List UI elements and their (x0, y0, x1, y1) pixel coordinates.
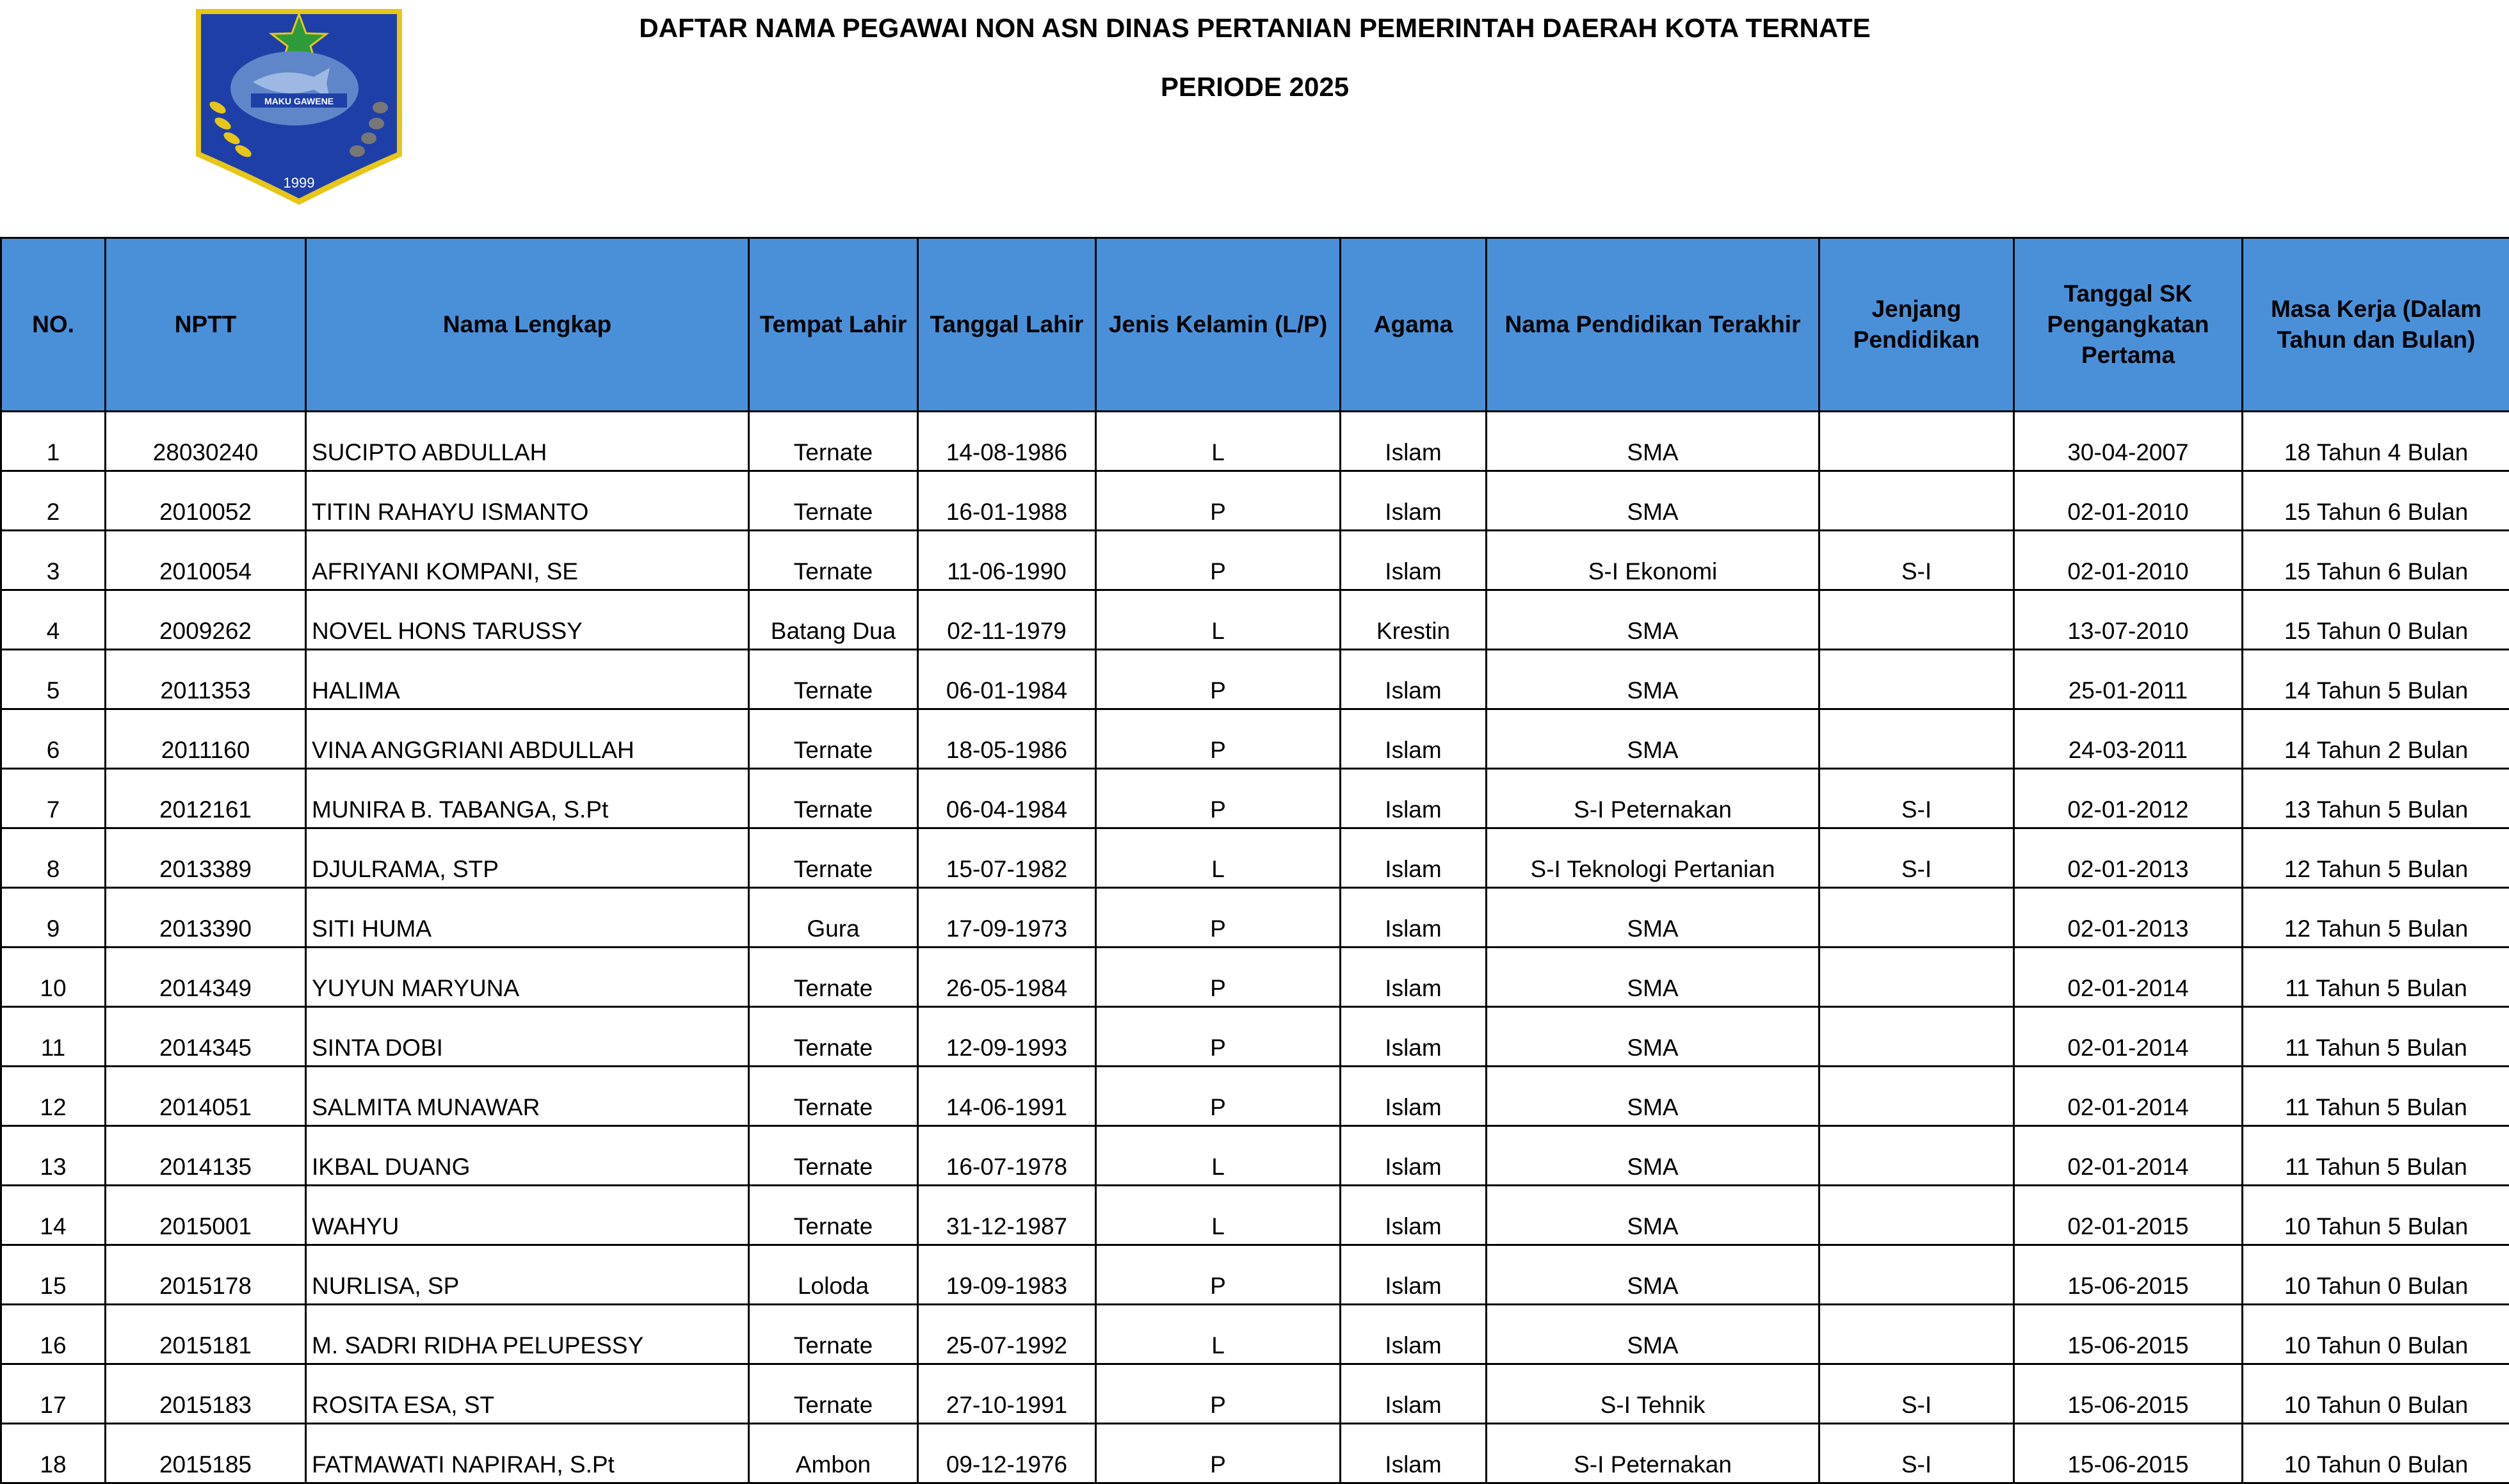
cell-pendidikan: SMA (1487, 471, 1819, 531)
cell-pendidikan: S-I Teknologi Pertanian (1487, 828, 1819, 888)
cell-tanggal-sk: 24-03-2011 (2014, 709, 2243, 769)
cell-masa-kerja: 11 Tahun 5 Bulan (2243, 1007, 2509, 1067)
table-row (1, 1126, 2509, 1186)
cell-tanggal-sk: 02-01-2015 (2014, 1186, 2243, 1245)
cell-agama: Islam (1341, 1305, 1487, 1364)
document-subtitle: PERIODE 2025 (487, 72, 2023, 102)
cell-jenis-kelamin: P (1096, 471, 1341, 531)
cell-no: 7 (1, 769, 106, 828)
cell-jenjang (1819, 888, 2014, 948)
cell-jenis-kelamin: P (1096, 1007, 1341, 1067)
cell-tanggal-lahir: 06-01-1984 (918, 650, 1096, 709)
cell-nama: HALIMA (306, 650, 749, 709)
cell-pendidikan: SMA (1487, 1067, 1819, 1126)
cell-jenis-kelamin: L (1096, 828, 1341, 888)
cell-nptt: 2015001 (106, 1186, 306, 1245)
cell-masa-kerja: 14 Tahun 5 Bulan (2243, 650, 2509, 709)
cell-pendidikan: SMA (1487, 1007, 1819, 1067)
cell-pendidikan: SMA (1487, 412, 1819, 471)
cell-pendidikan: SMA (1487, 590, 1819, 650)
col-header-tempat-lahir: Tempat Lahir (749, 238, 918, 412)
cell-pendidikan: S-I Tehnik (1487, 1364, 1819, 1424)
cell-jenis-kelamin: P (1096, 650, 1341, 709)
cell-tanggal-lahir: 26-05-1984 (918, 948, 1096, 1007)
table-row (1, 769, 2509, 828)
cell-tanggal-sk: 02-01-2014 (2014, 1007, 2243, 1067)
cell-masa-kerja: 15 Tahun 6 Bulan (2243, 531, 2509, 590)
emblem-year: 1999 (284, 175, 315, 191)
cell-no: 17 (1, 1364, 106, 1424)
cell-masa-kerja: 10 Tahun 5 Bulan (2243, 1186, 2509, 1245)
cell-jenis-kelamin: P (1096, 709, 1341, 769)
cell-tempat-lahir: Ternate (749, 650, 918, 709)
cell-nptt: 2011353 (106, 650, 306, 709)
table-row (1, 1364, 2509, 1424)
cell-pendidikan: S-I Peternakan (1487, 769, 1819, 828)
cell-no: 9 (1, 888, 106, 948)
cell-tanggal-lahir: 31-12-1987 (918, 1186, 1096, 1245)
cell-tanggal-lahir: 16-01-1988 (918, 471, 1096, 531)
cell-tanggal-lahir: 19-09-1983 (918, 1245, 1096, 1305)
cell-nama: SITI HUMA (306, 888, 749, 948)
cell-agama: Islam (1341, 948, 1487, 1007)
cell-tempat-lahir: Ternate (749, 948, 918, 1007)
table-row (1, 1245, 2509, 1305)
cell-pendidikan: SMA (1487, 1245, 1819, 1305)
cell-nptt: 2014135 (106, 1126, 306, 1186)
cell-nama: SUCIPTO ABDULLAH (306, 412, 749, 471)
table-row (1, 1305, 2509, 1364)
cell-tanggal-sk: 02-01-2010 (2014, 531, 2243, 590)
col-header-nptt: NPTT (106, 238, 306, 412)
cell-jenjang: S-I (1819, 531, 2014, 590)
cell-jenjang (1819, 948, 2014, 1007)
cell-tempat-lahir: Ambon (749, 1424, 918, 1483)
cell-agama: Islam (1341, 1067, 1487, 1126)
cell-nptt: 2015181 (106, 1305, 306, 1364)
cell-tempat-lahir: Ternate (749, 828, 918, 888)
cell-tempat-lahir: Ternate (749, 1305, 918, 1364)
cell-jenjang (1819, 1126, 2014, 1186)
cell-masa-kerja: 12 Tahun 5 Bulan (2243, 888, 2509, 948)
cell-agama: Islam (1341, 412, 1487, 471)
cell-jenis-kelamin: P (1096, 769, 1341, 828)
cell-agama: Islam (1341, 1007, 1487, 1067)
cell-pendidikan: SMA (1487, 888, 1819, 948)
cell-tempat-lahir: Ternate (749, 1126, 918, 1186)
cell-tempat-lahir: Ternate (749, 1186, 918, 1245)
cell-tanggal-sk: 15-06-2015 (2014, 1364, 2243, 1424)
cell-jenis-kelamin: L (1096, 412, 1341, 471)
cell-tempat-lahir: Ternate (749, 1007, 918, 1067)
cell-agama: Islam (1341, 1364, 1487, 1424)
cell-jenjang: S-I (1819, 1424, 2014, 1483)
cell-jenis-kelamin: L (1096, 1305, 1341, 1364)
cell-jenjang (1819, 1186, 2014, 1245)
cell-nama: SINTA DOBI (306, 1007, 749, 1067)
employee-table (0, 237, 2509, 1484)
cell-tanggal-lahir: 12-09-1993 (918, 1007, 1096, 1067)
cell-tempat-lahir: Ternate (749, 1364, 918, 1424)
table-row (1, 948, 2509, 1007)
cell-jenis-kelamin: P (1096, 888, 1341, 948)
table-row (1, 590, 2509, 650)
cell-tanggal-sk: 25-01-2011 (2014, 650, 2243, 709)
cell-tanggal-lahir: 09-12-1976 (918, 1424, 1096, 1483)
cell-tanggal-sk: 15-06-2015 (2014, 1245, 2243, 1305)
cell-jenis-kelamin: L (1096, 1126, 1341, 1186)
cell-pendidikan: SMA (1487, 1305, 1819, 1364)
cell-jenis-kelamin: P (1096, 948, 1341, 1007)
cell-no: 2 (1, 471, 106, 531)
cell-tanggal-lahir: 11-06-1990 (918, 531, 1096, 590)
cell-masa-kerja: 11 Tahun 5 Bulan (2243, 1067, 2509, 1126)
cell-tanggal-lahir: 06-04-1984 (918, 769, 1096, 828)
table-row (1, 471, 2509, 531)
cell-agama: Islam (1341, 1424, 1487, 1483)
cell-agama: Islam (1341, 1126, 1487, 1186)
cell-tempat-lahir: Ternate (749, 412, 918, 471)
cell-nama: IKBAL DUANG (306, 1126, 749, 1186)
cell-jenis-kelamin: P (1096, 1424, 1341, 1483)
cell-masa-kerja: 15 Tahun 6 Bulan (2243, 471, 2509, 531)
cell-jenis-kelamin: P (1096, 1245, 1341, 1305)
cell-jenjang: S-I (1819, 1364, 2014, 1424)
cell-nama: MUNIRA B. TABANGA, S.Pt (306, 769, 749, 828)
cell-no: 8 (1, 828, 106, 888)
cell-jenis-kelamin: L (1096, 590, 1341, 650)
cell-masa-kerja: 10 Tahun 0 Bulan (2243, 1305, 2509, 1364)
cell-jenjang (1819, 412, 2014, 471)
cell-no: 12 (1, 1067, 106, 1126)
cell-jenjang: S-I (1819, 828, 2014, 888)
cell-tanggal-lahir: 15-07-1982 (918, 828, 1096, 888)
cell-masa-kerja: 15 Tahun 0 Bulan (2243, 590, 2509, 650)
cell-agama: Islam (1341, 471, 1487, 531)
table-row (1, 888, 2509, 948)
cell-nptt: 2013389 (106, 828, 306, 888)
cell-masa-kerja: 18 Tahun 4 Bulan (2243, 412, 2509, 471)
cell-nptt: 2015185 (106, 1424, 306, 1483)
cell-agama: Islam (1341, 709, 1487, 769)
cell-tanggal-sk: 30-04-2007 (2014, 412, 2243, 471)
cell-nptt: 2014051 (106, 1067, 306, 1126)
cell-no: 13 (1, 1126, 106, 1186)
cell-nama: AFRIYANI KOMPANI, SE (306, 531, 749, 590)
cell-nama: SALMITA MUNAWAR (306, 1067, 749, 1126)
table-row (1, 1186, 2509, 1245)
cell-no: 14 (1, 1186, 106, 1245)
cell-pendidikan: SMA (1487, 1186, 1819, 1245)
table-row (1, 1424, 2509, 1483)
cell-tanggal-sk: 02-01-2013 (2014, 888, 2243, 948)
cell-jenis-kelamin: L (1096, 1186, 1341, 1245)
cell-nama: FATMAWATI NAPIRAH, S.Pt (306, 1424, 749, 1483)
cell-tanggal-sk: 02-01-2014 (2014, 1067, 2243, 1126)
cell-nama: NURLISA, SP (306, 1245, 749, 1305)
cell-pendidikan: S-I Ekonomi (1487, 531, 1819, 590)
cell-agama: Islam (1341, 531, 1487, 590)
cell-jenjang (1819, 590, 2014, 650)
table-header-row (1, 238, 2509, 412)
cell-no: 5 (1, 650, 106, 709)
table-row (1, 1007, 2509, 1067)
table-row (1, 531, 2509, 590)
cell-tempat-lahir: Loloda (749, 1245, 918, 1305)
cell-pendidikan: SMA (1487, 650, 1819, 709)
cell-tanggal-sk: 02-01-2014 (2014, 948, 2243, 1007)
col-header-agama: Agama (1341, 238, 1487, 412)
cell-agama: Krestin (1341, 590, 1487, 650)
cell-nama: VINA ANGGRIANI ABDULLAH (306, 709, 749, 769)
cell-tanggal-lahir: 14-06-1991 (918, 1067, 1096, 1126)
cell-tanggal-sk: 02-01-2010 (2014, 471, 2243, 531)
cell-agama: Islam (1341, 1245, 1487, 1305)
col-header-tanggal-lahir: Tanggal Lahir (918, 238, 1096, 412)
cell-nama: ROSITA ESA, ST (306, 1364, 749, 1424)
cell-tanggal-lahir: 25-07-1992 (918, 1305, 1096, 1364)
cell-no: 18 (1, 1424, 106, 1483)
cell-pendidikan: SMA (1487, 1126, 1819, 1186)
cell-agama: Islam (1341, 888, 1487, 948)
cell-nptt: 2009262 (106, 590, 306, 650)
cell-no: 15 (1, 1245, 106, 1305)
cell-nama: DJULRAMA, STP (306, 828, 749, 888)
cell-tanggal-lahir: 18-05-1986 (918, 709, 1096, 769)
col-header-jenis-kelamin: Jenis Kelamin (L/P) (1096, 238, 1341, 412)
cell-nama: TITIN RAHAYU ISMANTO (306, 471, 749, 531)
cell-jenjang (1819, 471, 2014, 531)
cell-masa-kerja: 10 Tahun 0 Bulan (2243, 1424, 2509, 1483)
cell-nama: M. SADRI RIDHA PELUPESSY (306, 1305, 749, 1364)
cell-tanggal-sk: 02-01-2014 (2014, 1126, 2243, 1186)
cell-tanggal-sk: 15-06-2015 (2014, 1305, 2243, 1364)
cell-tempat-lahir: Ternate (749, 471, 918, 531)
cell-masa-kerja: 10 Tahun 0 Bulan (2243, 1364, 2509, 1424)
cell-nama: WAHYU (306, 1186, 749, 1245)
cell-masa-kerja: 12 Tahun 5 Bulan (2243, 828, 2509, 888)
cell-tempat-lahir: Gura (749, 888, 918, 948)
cell-no: 4 (1, 590, 106, 650)
col-header-pendidikan: Nama Pendidikan Terakhir (1487, 238, 1819, 412)
cell-pendidikan: SMA (1487, 709, 1819, 769)
cell-tanggal-sk: 02-01-2012 (2014, 769, 2243, 828)
cell-nama: NOVEL HONS TARUSSY (306, 590, 749, 650)
cell-tanggal-lahir: 17-09-1973 (918, 888, 1096, 948)
cell-tanggal-sk: 13-07-2010 (2014, 590, 2243, 650)
table-row (1, 412, 2509, 471)
cell-masa-kerja: 14 Tahun 2 Bulan (2243, 709, 2509, 769)
cell-masa-kerja: 10 Tahun 0 Bulan (2243, 1245, 2509, 1305)
col-header-masa-kerja: Masa Kerja (Dalam Tahun dan Bulan) (2243, 238, 2509, 412)
cell-tempat-lahir: Batang Dua (749, 590, 918, 650)
cell-jenjang (1819, 1007, 2014, 1067)
cell-nptt: 2013390 (106, 888, 306, 948)
cell-masa-kerja: 11 Tahun 5 Bulan (2243, 948, 2509, 1007)
cell-nptt: 2014349 (106, 948, 306, 1007)
cell-nptt: 2012161 (106, 769, 306, 828)
emblem-motto: MAKU GAWENE (264, 96, 334, 106)
cell-jenis-kelamin: P (1096, 1067, 1341, 1126)
cell-tanggal-sk: 02-01-2013 (2014, 828, 2243, 888)
cell-nptt: 2010052 (106, 471, 306, 531)
cell-tempat-lahir: Ternate (749, 1067, 918, 1126)
cell-jenjang: S-I (1819, 769, 2014, 828)
cell-nptt: 2015183 (106, 1364, 306, 1424)
cell-tanggal-lahir: 02-11-1979 (918, 590, 1096, 650)
col-header-nama: Nama Lengkap (306, 238, 749, 412)
cell-tempat-lahir: Ternate (749, 709, 918, 769)
cell-nptt: 2014345 (106, 1007, 306, 1067)
cell-masa-kerja: 13 Tahun 5 Bulan (2243, 769, 2509, 828)
cell-tanggal-lahir: 14-08-1986 (918, 412, 1096, 471)
cell-tanggal-lahir: 27-10-1991 (918, 1364, 1096, 1424)
cell-nptt: 2015178 (106, 1245, 306, 1305)
cell-tempat-lahir: Ternate (749, 769, 918, 828)
cell-agama: Islam (1341, 769, 1487, 828)
cell-nama: YUYUN MARYUNA (306, 948, 749, 1007)
cell-no: 10 (1, 948, 106, 1007)
cell-no: 16 (1, 1305, 106, 1364)
cell-pendidikan: S-I Peternakan (1487, 1424, 1819, 1483)
cell-pendidikan: SMA (1487, 948, 1819, 1007)
cell-no: 6 (1, 709, 106, 769)
cell-jenis-kelamin: P (1096, 1364, 1341, 1424)
cell-jenjang (1819, 1067, 2014, 1126)
cell-no: 11 (1, 1007, 106, 1067)
table-row (1, 1067, 2509, 1126)
cell-jenjang (1819, 1305, 2014, 1364)
cell-jenis-kelamin: P (1096, 531, 1341, 590)
document-title: DAFTAR NAMA PEGAWAI NON ASN DINAS PERTANIAN PEMERINTAH DAERAH KOTA TERNATE (487, 13, 2023, 44)
cell-tempat-lahir: Ternate (749, 531, 918, 590)
cell-jenjang (1819, 709, 2014, 769)
table-row (1, 650, 2509, 709)
table-row (1, 709, 2509, 769)
cell-jenjang (1819, 650, 2014, 709)
kota-ternate-emblem (192, 5, 406, 207)
col-header-tanggal-sk: Tanggal SK Pengangkatan Pertama (2014, 238, 2243, 412)
cell-agama: Islam (1341, 828, 1487, 888)
cell-nptt: 2010054 (106, 531, 306, 590)
cell-no: 3 (1, 531, 106, 590)
cell-agama: Islam (1341, 650, 1487, 709)
cell-tanggal-lahir: 16-07-1978 (918, 1126, 1096, 1186)
col-header-jenjang: Jenjang Pendidikan (1819, 238, 2014, 412)
cell-masa-kerja: 11 Tahun 5 Bulan (2243, 1126, 2509, 1186)
cell-tanggal-sk: 15-06-2015 (2014, 1424, 2243, 1483)
cell-nptt: 28030240 (106, 412, 306, 471)
col-header-no: NO. (1, 238, 106, 412)
cell-jenjang (1819, 1245, 2014, 1305)
table-row (1, 828, 2509, 888)
cell-nptt: 2011160 (106, 709, 306, 769)
table-body (1, 412, 2509, 1483)
cell-no: 1 (1, 412, 106, 471)
cell-agama: Islam (1341, 1186, 1487, 1245)
